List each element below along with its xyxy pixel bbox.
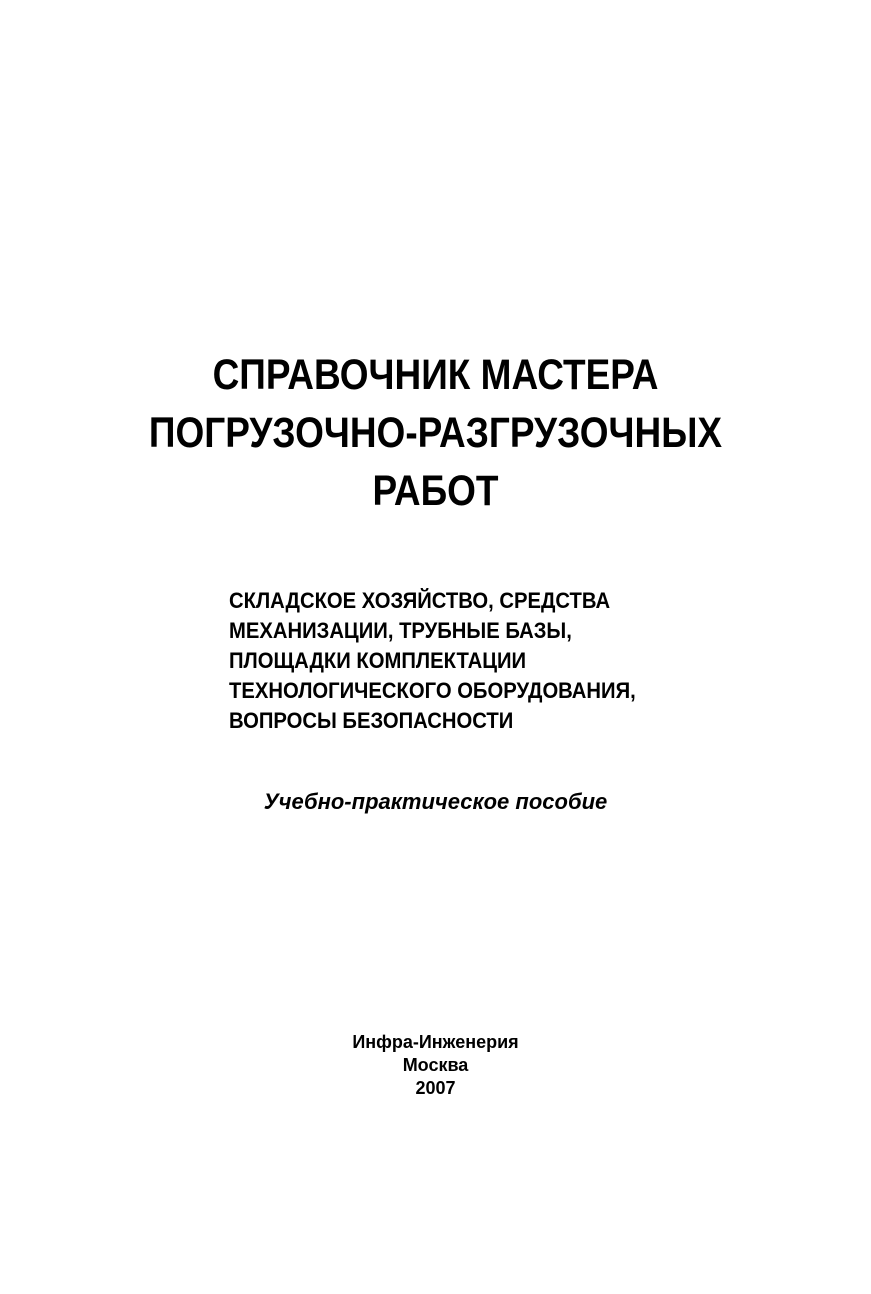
book-subtitle-line-5: ВОПРОСЫ БЕЗОПАСНОСТИ [229, 708, 514, 733]
book-title [0, 346, 871, 520]
publisher-imprint [0, 1031, 871, 1100]
book-subtitle [229, 586, 789, 736]
book-title-line-2: ПОГРУЗОЧНО-РАЗГРУЗОЧНЫХ [148, 409, 723, 457]
book-title-line-3: РАБОТ [372, 467, 499, 515]
book-subtitle-line-2: МЕХАНИЗАЦИИ, ТРУБНЫЕ БАЗЫ, [229, 618, 572, 643]
book-genre: Учебно-практическое пособие [263, 789, 608, 814]
publication-city: Москва [402, 1055, 469, 1075]
book-subtitle-line-4: ТЕХНОЛОГИЧЕСКОГО ОБОРУДОВАНИЯ, [229, 678, 636, 703]
publication-year: 2007 [415, 1078, 456, 1098]
book-subtitle-line-1: СКЛАДСКОЕ ХОЗЯЙСТВО, СРЕДСТВА [229, 588, 611, 613]
book-title-line-1: СПРАВОЧНИК МАСТЕРА [212, 351, 659, 399]
publisher-name: Инфра-Инженерия [352, 1032, 519, 1052]
book-subtitle-line-3: ПЛОЩАДКИ КОМПЛЕКТАЦИИ [229, 648, 527, 673]
